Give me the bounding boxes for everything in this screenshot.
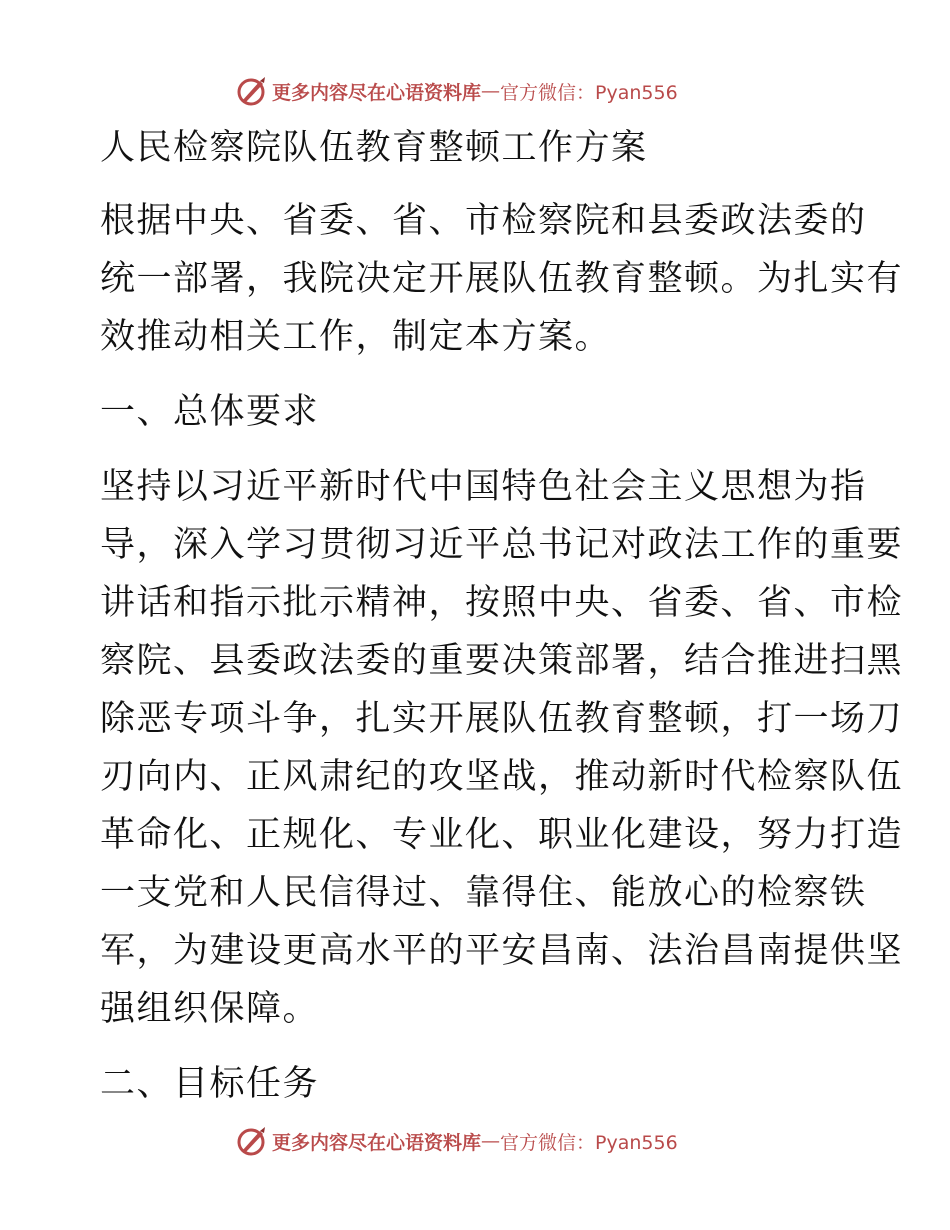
watermark-wechat: 官方微信：Pyan556 bbox=[500, 81, 678, 104]
intro-line-2: 统一部署，我院决定开展队伍教育整顿。为扎实有 bbox=[100, 259, 904, 299]
watermark-separator: — bbox=[481, 1130, 501, 1152]
watermark-separator: — bbox=[481, 80, 501, 102]
header-watermark bbox=[236, 74, 678, 108]
section-1-line-2: 导，深入学习贯彻习近平总书记对政法工作的重要 bbox=[100, 525, 904, 565]
section-1-line-8: 一支党和人民信得过、靠得住、能放心的检察铁 bbox=[100, 873, 867, 913]
section-1-line-9: 军，为建设更高水平的平安昌南、法治昌南提供坚 bbox=[100, 931, 904, 971]
watermark-text: 更多内容尽在心语资料库 bbox=[272, 81, 482, 104]
intro-line-1: 根据中央、省委、省、市检察院和县委政法委的 bbox=[100, 201, 867, 241]
section-1-line-4: 察院、县委政法委的重要决策部署，结合推进扫黑 bbox=[100, 641, 904, 681]
footer-watermark bbox=[236, 1124, 678, 1158]
document-title: 人民检察院队伍教育整顿工作方案 bbox=[100, 128, 648, 168]
section-1-line-6: 刃向内、正风肃纪的攻坚战，推动新时代检察队伍 bbox=[100, 757, 904, 797]
section-1-line-5: 除恶专项斗争，扎实开展队伍教育整顿，打一场刀 bbox=[100, 699, 904, 739]
quill-logo-icon bbox=[236, 1125, 268, 1157]
section-1-line-10: 强组织保障。 bbox=[100, 989, 320, 1029]
section-1-line-7: 革命化、正规化、专业化、职业化建设，努力打造 bbox=[100, 815, 904, 855]
watermark-wechat: 官方微信：Pyan556 bbox=[500, 1131, 678, 1154]
watermark-text: 更多内容尽在心语资料库 bbox=[272, 1131, 482, 1154]
section-1-line-3: 讲话和指示批示精神，按照中央、省委、省、市检 bbox=[100, 583, 904, 623]
section-1-heading: 一、总体要求 bbox=[100, 392, 320, 432]
quill-logo-icon bbox=[236, 75, 268, 107]
section-1-line-1: 坚持以习近平新时代中国特色社会主义思想为指 bbox=[100, 467, 867, 507]
section-2-heading: 二、目标任务 bbox=[100, 1064, 320, 1104]
intro-line-3: 效推动相关工作，制定本方案。 bbox=[100, 317, 612, 357]
